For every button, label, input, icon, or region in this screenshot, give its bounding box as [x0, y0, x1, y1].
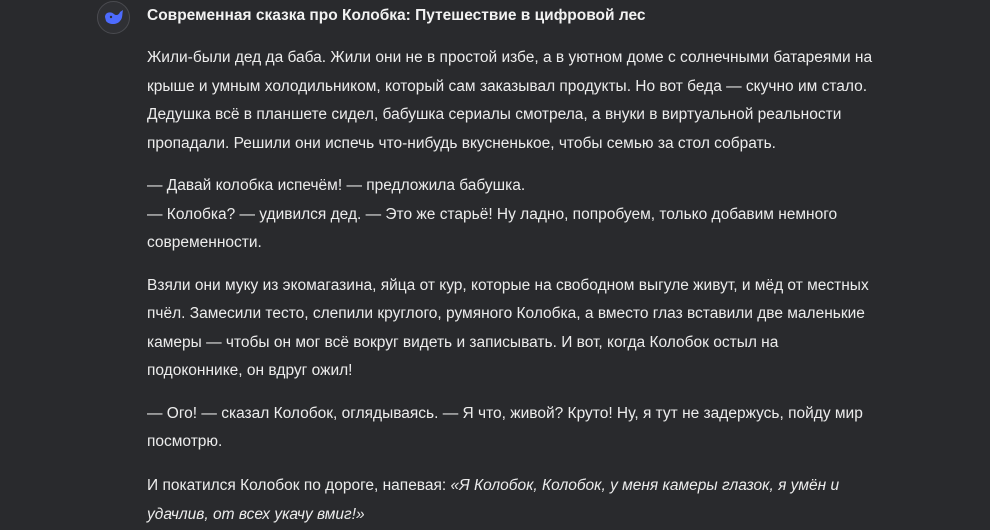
song-quote: «Я Колобок, Колобок, у меня камеры глазок, я умён и [450, 477, 840, 494]
paragraph-line: Жили-были дед да баба. Жили они не в простой избе, а в уютном доме с солнечными батареями на [147, 49, 873, 66]
paragraph-line: посмотрю. [147, 433, 223, 450]
paragraph-line: — Давай колобка испечём! — предложила бабушка. [147, 177, 526, 194]
paragraph [147, 272, 872, 386]
paragraph-line: крыше и умным холодильником, который сам заказывал продукты. Но вот беда — скучно им стало. [147, 77, 868, 95]
paragraph-line: современности. [147, 234, 262, 251]
whale-logo-icon [103, 9, 125, 27]
paragraph [147, 400, 872, 457]
message-title: Современная сказка про Колобка: Путешествие в цифровой лес [147, 7, 646, 24]
message-body [147, 44, 872, 471]
paragraph-line: — Колобка? — удивился дед. — Это же старьё! Ну ладно, попробуем, только добавим немного [147, 205, 838, 223]
song-quote-cont: удачлив, от всех укачу вмиг!» [147, 505, 365, 523]
assistant-avatar [97, 1, 130, 34]
paragraph-line: пчёл. Замесили тесто, слепили круглого, румяного Колобка, а вместо глаз вставили две маленькие [147, 305, 865, 322]
paragraph-line: подоконнике, он вдруг ожил! [147, 362, 353, 379]
paragraph-line: Дедушка всё в планшете сидел, бабушка сериалы смотрела, а внуки в виртуальной реальности [147, 106, 842, 123]
paragraph-text: И покатился Колобок по дороге, напевая: [147, 477, 451, 494]
paragraph-line: Взяли они муку из экомагазина, яйца от кур, которые на свободном выгуле живут, и мёд от местных [147, 276, 869, 294]
last-paragraph [147, 472, 839, 529]
paragraph [147, 172, 872, 258]
paragraph [147, 44, 872, 158]
paragraph-line: камеры — чтобы он мог всё вокруг видеть и записывать. И вот, когда Колобок остыл на [147, 333, 779, 351]
paragraph-line: — Ого! — сказал Колобок, оглядываясь. — Я что, живой? Круто! Ну, я тут не задержусь, пойду мир [147, 404, 863, 422]
paragraph-line: пропадали. Решили они испечь что-нибудь вкусненькое, чтобы семью за стол собрать. [147, 134, 776, 152]
